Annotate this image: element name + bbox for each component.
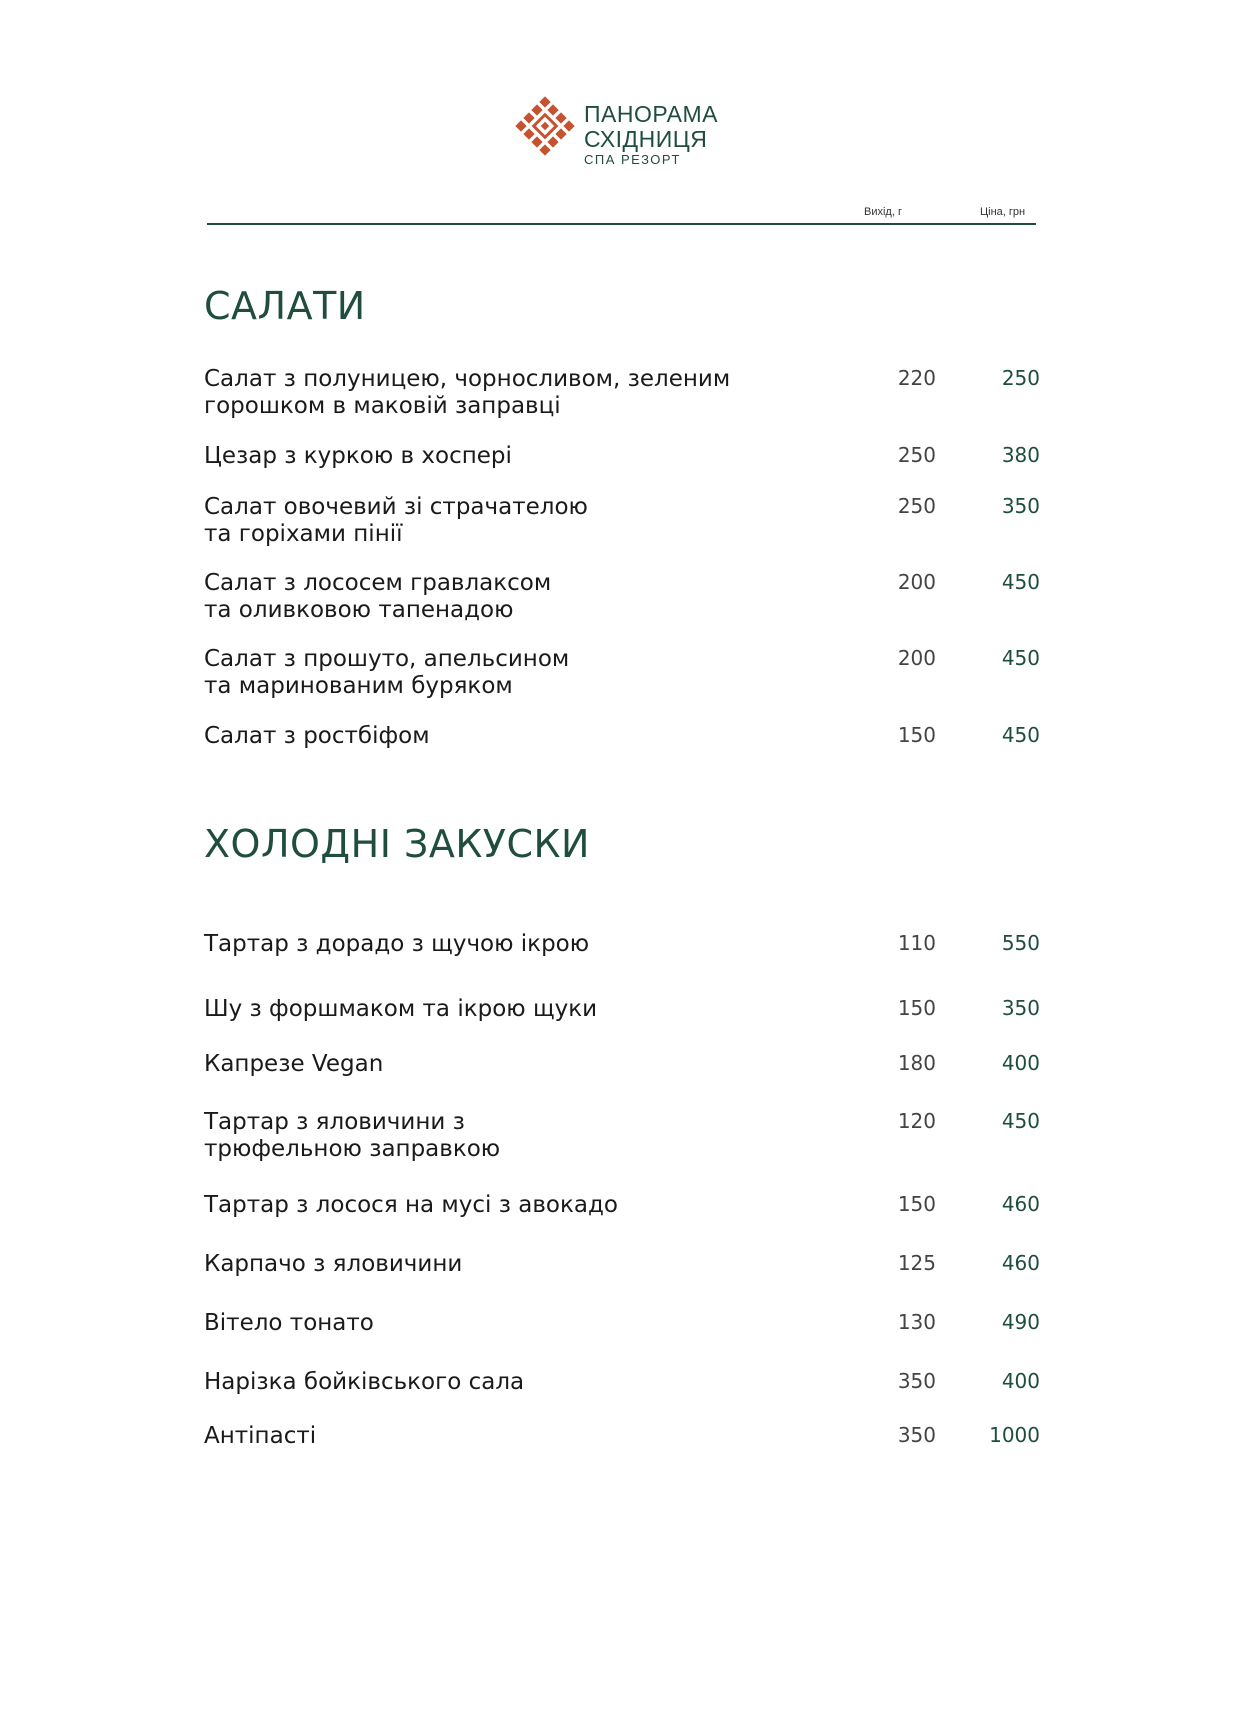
item-price: 460: [1001, 1251, 1040, 1275]
item-name: Нарізка бойківського сала: [204, 1369, 525, 1395]
item-name: Шу з форшмаком та ікрою щуки: [204, 996, 598, 1022]
item-price: 450: [1001, 723, 1040, 747]
item-price: 450: [1001, 646, 1040, 670]
section-title-salads: САЛАТИ: [204, 284, 366, 328]
item-weight: 350: [897, 1423, 936, 1447]
item-name: Тартар з лосося на мусі з авокадо: [204, 1192, 618, 1218]
item-name: Салат з полуницею, чорносливом, зеленим горошком в маковій заправці: [204, 366, 731, 419]
item-price: 460: [1001, 1192, 1040, 1216]
item-weight: 150: [897, 1192, 936, 1216]
item-price: 380: [1001, 443, 1040, 467]
item-price: 450: [1001, 570, 1040, 594]
item-price: 250: [1001, 366, 1040, 390]
item-weight: 180: [897, 1051, 936, 1075]
item-price: 1000: [989, 1423, 1040, 1447]
item-weight: 200: [897, 570, 936, 594]
item-name: Карпачо з яловичини: [204, 1251, 463, 1277]
item-weight: 250: [897, 494, 936, 518]
item-price: 400: [1001, 1051, 1040, 1075]
item-name: Капрезе Vegan: [204, 1051, 384, 1077]
weight-column-header: Вихід, г: [864, 206, 902, 218]
item-weight: 130: [897, 1310, 936, 1334]
item-price: 550: [1001, 931, 1040, 955]
item-name: Тартар з дорадо з щучою ікрою: [204, 931, 590, 957]
item-price: 350: [1001, 996, 1040, 1020]
brand-line-1: ПАНОРАМА: [584, 101, 719, 127]
item-weight: 250: [897, 443, 936, 467]
item-weight: 150: [897, 723, 936, 747]
ornament-logo-icon: [512, 96, 578, 162]
item-weight: 220: [897, 366, 936, 390]
item-price: 490: [1001, 1310, 1040, 1334]
item-weight: 125: [897, 1251, 936, 1275]
item-weight: 150: [897, 996, 936, 1020]
header-divider: [207, 223, 1036, 225]
item-weight: 350: [897, 1369, 936, 1393]
item-name: Цезар з куркою в хоспері: [204, 443, 512, 469]
item-price: 400: [1001, 1369, 1040, 1393]
item-name: Вітело тонато: [204, 1310, 374, 1336]
brand-line-2: СХІДНИЦЯ: [584, 126, 708, 152]
item-name: Антіпасті: [204, 1423, 317, 1449]
item-weight: 200: [897, 646, 936, 670]
item-name: Салат з лососем гравлаксом та оливковою тапенадою: [204, 570, 552, 623]
item-weight: 110: [897, 931, 936, 955]
item-weight: 120: [897, 1109, 936, 1133]
logo: [512, 96, 742, 176]
item-name: Салат з прошуто, апельсином та маринованим буряком: [204, 646, 570, 699]
item-name: Салат овочевий зі страчателою та горіхами пінії: [204, 494, 588, 547]
price-column-header: Ціна, грн: [980, 206, 1026, 218]
item-name: Тартар з яловичини з трюфельною заправкою: [204, 1109, 501, 1162]
brand-subtitle: СПА РЕЗОРТ: [584, 152, 681, 167]
brand-name: [584, 102, 718, 152]
section-title-cold-appetizers: ХОЛОДНІ ЗАКУСКИ: [204, 822, 590, 866]
item-price: 350: [1001, 494, 1040, 518]
item-price: 450: [1001, 1109, 1040, 1133]
item-name: Салат з ростбіфом: [204, 723, 430, 749]
